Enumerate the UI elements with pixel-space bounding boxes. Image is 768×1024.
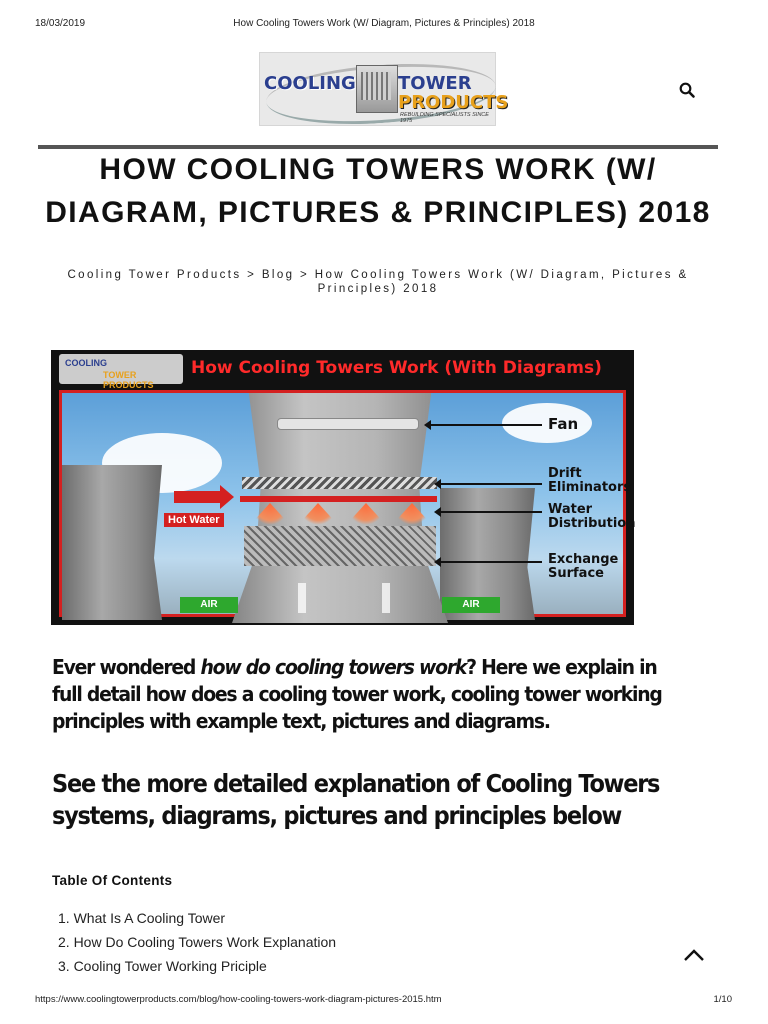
logo-word-products: PRODUCTS	[398, 92, 509, 113]
intro-emphasis: how do cooling towers work	[200, 655, 467, 679]
fan-graphic	[277, 418, 419, 430]
print-date: 18/03/2019	[35, 18, 86, 29]
intro-text: ? Here we explain in full detail how does a cooling tower work, cooling tower working principles with example text, pictures and diagrams.	[52, 655, 662, 733]
cooling-tower-unit-icon	[356, 65, 398, 113]
page-title: HOW COOLING TOWERS WORK (W/ DIAGRAM, PICTURES & PRINCIPLES) 2018	[45, 153, 711, 229]
toc-item	[58, 954, 336, 978]
drift-label: Drift Eliminators	[548, 466, 632, 495]
drift-eliminators-graphic	[242, 477, 437, 489]
tower-left	[62, 465, 162, 620]
site-logo[interactable]	[259, 52, 509, 126]
toc-item	[58, 930, 336, 954]
toc-link[interactable]: 1. What Is A Cooling Tower	[58, 910, 226, 926]
airflow-up-arrow	[298, 583, 306, 613]
breadcrumb-current: How Cooling Towers Work (W/ Diagram, Pictures & Principles) 2018	[314, 269, 689, 295]
air-right-label: AIR	[442, 597, 500, 613]
hero-diagram-image	[51, 350, 634, 625]
water-pipe-graphic	[240, 496, 437, 502]
diagram-panel	[59, 390, 636, 617]
logo-tagline: REBUILDING SPECIALISTS SINCE 1975	[400, 112, 489, 124]
breadcrumb-separator: >	[294, 269, 315, 281]
hero-logo-text: COOLING	[65, 358, 107, 368]
hot-water-label: Hot Water	[164, 513, 224, 527]
scroll-to-top-chevron-up-icon[interactable]	[683, 947, 705, 963]
intro-paragraph	[52, 654, 672, 735]
toc-item	[58, 906, 336, 930]
breadcrumb-blog[interactable]: Blog	[261, 269, 295, 281]
breadcrumb-separator: >	[241, 269, 262, 281]
exchange-surface-label: Exchange Surface	[548, 552, 619, 581]
breadcrumb-home[interactable]: Cooling Tower Products	[67, 269, 242, 281]
water-distribution-label: Water Distribution	[548, 502, 636, 531]
toc-link[interactable]: 2. How Do Cooling Towers Work Explanation	[58, 934, 337, 950]
water-pointer	[440, 511, 542, 513]
drift-pointer	[440, 483, 542, 485]
print-page-title: How Cooling Towers Work (W/ Diagram, Pictures & Principles) 2018	[233, 18, 535, 29]
print-page-number: 1/10	[713, 994, 732, 1005]
logo-word-tower: TOWER	[398, 73, 472, 94]
breadcrumb	[40, 268, 716, 296]
air-left-label: AIR	[180, 597, 238, 613]
hero-title: How Cooling Towers Work (With Diagrams)	[191, 358, 602, 378]
toc-link[interactable]: 3. Cooling Tower Working Priciple	[58, 958, 267, 974]
fan-pointer	[430, 424, 542, 426]
hero-logo-text: TOWER PRODUCTS	[103, 370, 154, 390]
cloud	[502, 403, 592, 443]
search-icon[interactable]	[679, 82, 695, 98]
airflow-up-arrow	[382, 583, 390, 613]
print-url: https://www.coolingtowerproducts.com/blog/how-cooling-towers-work-diagram-pictures-2015.htm	[35, 994, 442, 1005]
fan-label: Fan	[548, 415, 579, 433]
exchange-surface-graphic	[244, 526, 436, 566]
hero-logo	[59, 354, 183, 390]
hot-water-arrow	[174, 491, 222, 503]
logo-word-cooling: COOLING	[264, 73, 356, 94]
toc-title: Table Of Contents	[52, 873, 173, 888]
exchange-pointer	[440, 561, 542, 563]
intro-text: Ever wondered	[52, 655, 201, 679]
table-of-contents	[58, 906, 336, 978]
section-subheading: See the more detailed explanation of Cooling Towers systems, diagrams, pictures and principles below	[52, 769, 660, 830]
